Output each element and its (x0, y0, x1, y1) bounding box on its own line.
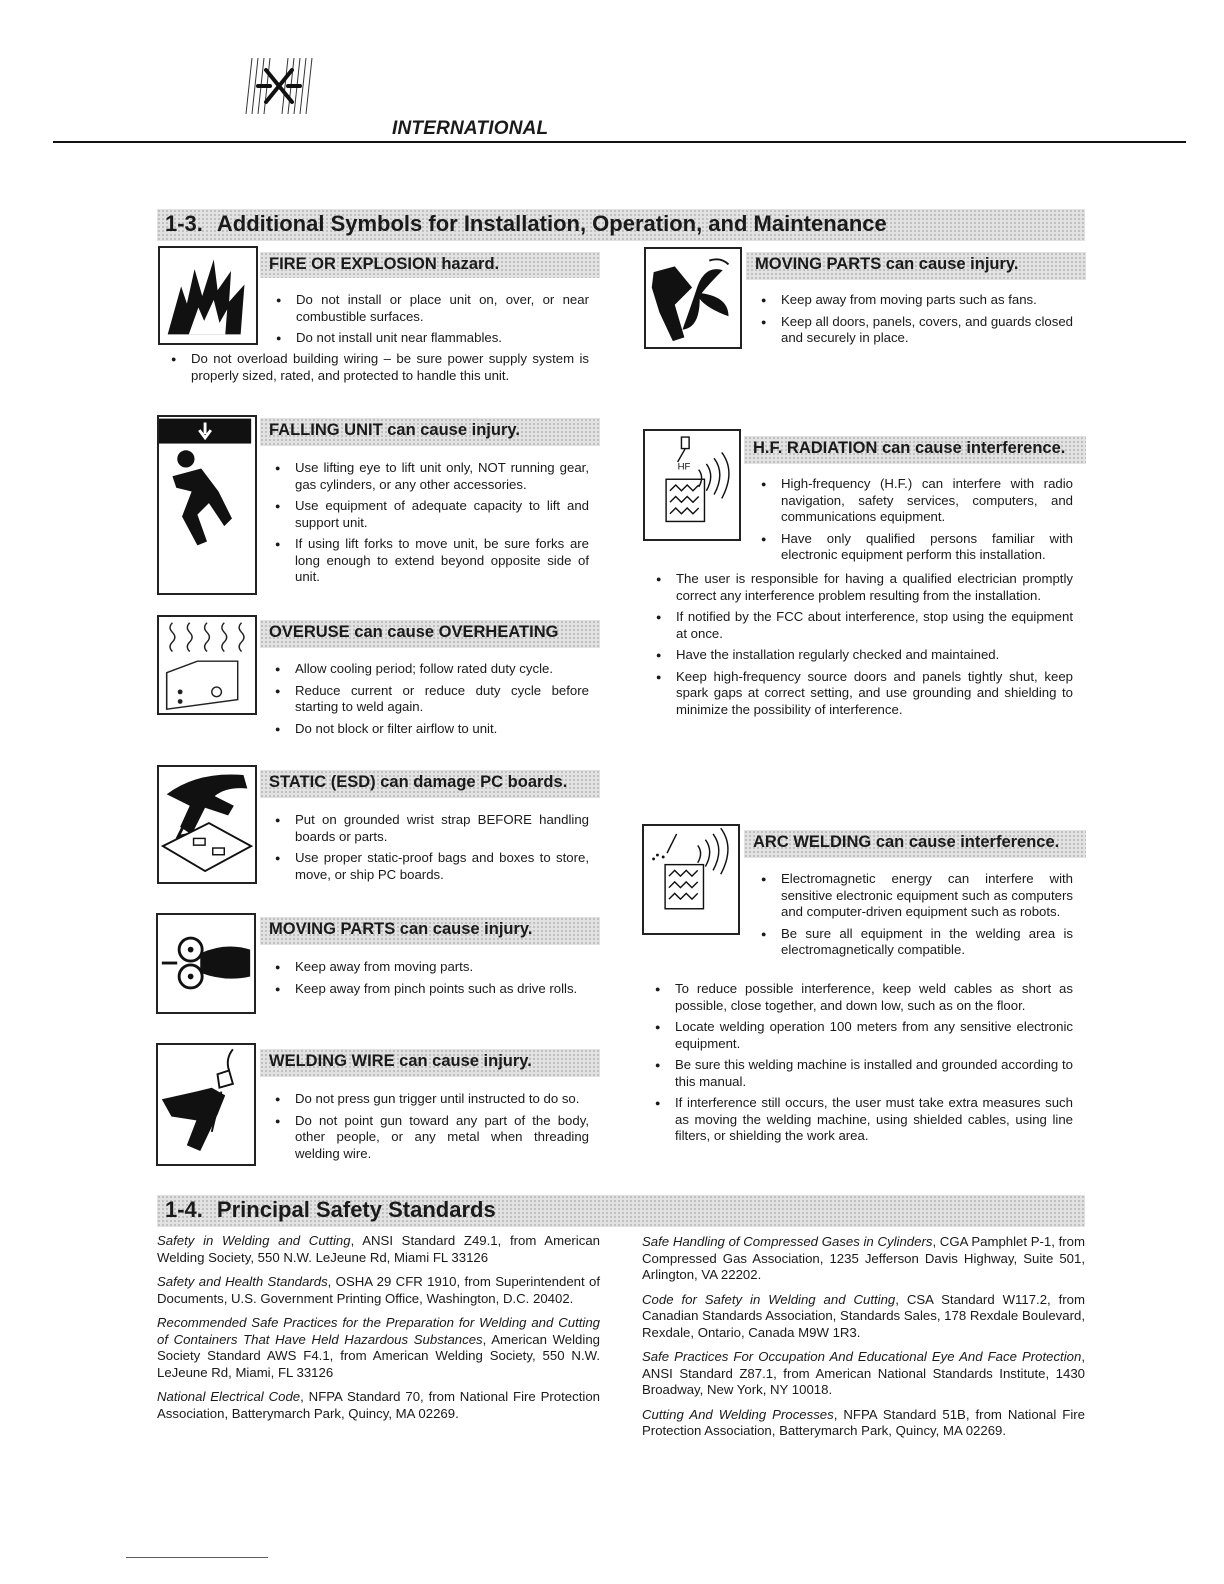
list-item: ● The user is responsible for having a qualified electrician promptly correct any interference problem resulting from the installation. (656, 571, 1073, 604)
standard-entry (157, 1389, 600, 1422)
logo-mark-icon (244, 56, 314, 116)
list-item: ● Be sure all equipment in the welding area is electromagnetically compatible. (761, 926, 1073, 959)
list-item: ● Have the installation regularly checked and maintained. (656, 647, 1073, 664)
standard-details: , CGA Pamphlet P-1, from Compressed Gas Association, 1235 Jefferson Davis Highway, Suite 501, Arlington, VA 22202. (642, 1234, 1085, 1282)
fire-hazard-extra-list (171, 351, 589, 389)
list-item: ● Keep away from pinch points such as drive rolls. (275, 981, 589, 998)
hf-label: HF (677, 461, 691, 473)
standard-entry (157, 1274, 600, 1307)
header-rule (53, 141, 1186, 143)
list-item: ● Use equipment of adequate capacity to lift and support unit. (275, 498, 589, 531)
standard-title: Safe Practices For Occupation And Educational Eye And Face Protection (642, 1349, 1082, 1364)
moving-parts-left-list (275, 959, 589, 1002)
list-item: ● Do not press gun trigger until instructed to do so. (275, 1091, 589, 1108)
list-item: ● Do not overload building wiring – be sure power supply system is properly sized, rated, and protected to handle this unit. (171, 351, 589, 384)
falling-unit-title: FALLING UNIT can cause injury. (260, 418, 600, 446)
standard-title: Cutting And Welding Processes (642, 1406, 834, 1422)
list-item: ● Have only qualified persons familiar with electronic equipment perform this installation. (761, 531, 1073, 564)
standard-details: , NFPA Standard 51B, from National Fire Protection Association, Batterymarch Park, Quincy, MA 02269. (642, 1406, 1085, 1438)
standard-details: , ANSI Standard Z49.1, from American Welding Society, 550 N.W. LeJeune Rd, Miami FL 33126 (157, 1233, 600, 1265)
list-item: ● Reduce current or reduce duty cycle before starting to weld again. (275, 683, 589, 716)
overheating-icon (157, 615, 257, 715)
list-item: ● Put on grounded wrist strap BEFORE handling boards or parts. (275, 812, 589, 845)
welding-wire-title: WELDING WIRE can cause injury. (260, 1049, 600, 1077)
hf-radiation-extra-list (656, 571, 1073, 723)
fire-hazard-icon (158, 246, 258, 345)
list-item: ● High-frequency (H.F.) can interfere with radio navigation, safety services, computers, and communications equipment. (761, 476, 1073, 526)
falling-unit-icon (157, 415, 257, 595)
welding-wire-icon (156, 1043, 256, 1166)
list-item: ● Use proper static-proof bags and boxes to store, move, or ship PC boards. (275, 850, 589, 883)
list-item: ● Do not point gun toward any part of the body, other people, or any metal when threading welding wire. (275, 1113, 589, 1163)
hf-radiation-title: H.F. RADIATION can cause interference. (744, 436, 1086, 464)
standard-title: Code for Safety in Welding and Cutting (642, 1291, 896, 1307)
section-title-text: Principal Safety Standards (216, 1197, 496, 1222)
standard-details: , NFPA Standard 70, from National Fire Protection Association, Batterymarch Park, Quincy, MA 02269. (157, 1389, 600, 1421)
falling-unit-list (275, 460, 589, 591)
standard-entry (157, 1233, 600, 1266)
standard-entry (642, 1349, 1085, 1399)
section-title-text: Additional Symbols for Installation, Operation, and Maintenance (216, 211, 887, 236)
list-item: ● Keep all doors, panels, covers, and guards closed and securely in place. (761, 314, 1073, 347)
list-item: ● Locate welding operation 100 meters from any sensitive electronic equipment. (655, 1019, 1073, 1052)
list-item: ● Keep away from moving parts such as fans. (761, 292, 1073, 309)
standards-right-column (642, 1234, 1085, 1448)
list-item: ● If using lift forks to move unit, be sure forks are long enough to extend beyond opposite side of unit. (275, 536, 589, 586)
arc-welding-extra-list (655, 981, 1073, 1150)
list-item: ● Electromagnetic energy can interfere with sensitive electronic equipment such as computers and computer-driven equipment such as robots. (761, 871, 1073, 921)
list-item: ● Be sure this welding machine is installed and grounded according to this manual. (655, 1057, 1073, 1090)
list-item: ● To reduce possible interference, keep weld cables as short as possible, close together, and down low, such as on the floor. (655, 981, 1073, 1014)
arc-welding-interference-icon (642, 824, 740, 935)
section-number: 1-3. (165, 211, 203, 236)
drive-rolls-icon (156, 913, 256, 1014)
list-item: ● Allow cooling period; follow rated duty cycle. (275, 661, 589, 678)
list-item: ● Do not block or filter airflow to unit. (275, 721, 589, 738)
moving-parts-left-title: MOVING PARTS can cause injury. (260, 917, 600, 945)
static-esd-title: STATIC (ESD) can damage PC boards. (260, 770, 600, 798)
fan-hazard-icon (644, 247, 742, 349)
list-item: ● Do not install or place unit on, over, or near combustible surfaces. (276, 292, 589, 325)
hf-radiation-list (761, 476, 1073, 569)
brand-name: INTERNATIONAL (392, 118, 549, 139)
overheating-list (275, 661, 589, 742)
list-item: ● Keep away from moving parts. (275, 959, 589, 976)
list-item: ● If notified by the FCC about interference, stop using the equipment at once. (656, 609, 1073, 642)
standard-entry (642, 1292, 1085, 1342)
standard-details: , ANSI Standard Z87.1, from American National Standards Institute, 1430 Broadway, New York, NY 10018. (642, 1349, 1085, 1397)
fire-hazard-title: FIRE OR EXPLOSION hazard. (260, 252, 600, 278)
list-item: ● Do not install unit near flammables. (276, 330, 589, 347)
list-item: ● Keep high-frequency source doors and panels tightly shut, keep spark gaps at correct setting, and use grounding and shielding to minimize the possibility of interference. (656, 669, 1073, 719)
standard-title: Safe Handling of Compressed Gases in Cylinders (642, 1234, 933, 1249)
section-1-3-title (157, 209, 1085, 241)
standard-details: , OSHA 29 CFR 1910, from Superintendent of Documents, U.S. Government Printing Office, Washington, D.C. 20402. (157, 1274, 600, 1306)
standard-entry (642, 1407, 1085, 1440)
section-number: 1-4. (165, 1197, 203, 1222)
hf-radiation-icon (643, 429, 741, 541)
footer-rule (126, 1557, 268, 1558)
section-1-4-title (157, 1195, 1085, 1227)
standard-title: National Electrical Code (157, 1389, 301, 1404)
standard-details: , CSA Standard W117.2, from Canadian Standards Association, Standards Sales, 178 Rexdale Boulevard, Rexdale, Ontario, Canada M9W 1R3. (642, 1291, 1085, 1340)
standard-entry (157, 1315, 600, 1381)
standard-details: , American Welding Society Standard AWS F4.1, from American Welding Society, 550 N.W. LeJeune Rd, Miami, FL 33126 (157, 1331, 600, 1380)
company-logo (244, 56, 314, 116)
standard-title: Safety in Welding and Cutting (157, 1233, 351, 1248)
arc-welding-list (761, 871, 1073, 964)
moving-parts-right-list (761, 292, 1073, 352)
moving-parts-right-title: MOVING PARTS can cause injury. (746, 252, 1086, 280)
standard-title: Safety and Health Standards (157, 1274, 328, 1289)
welding-wire-list (275, 1091, 589, 1167)
list-item: ● Use lifting eye to lift unit only, NOT running gear, gas cylinders, or any other accessories. (275, 460, 589, 493)
arc-welding-title: ARC WELDING can cause interference. (744, 830, 1086, 858)
static-esd-icon (157, 765, 257, 884)
standard-entry (642, 1234, 1085, 1284)
standards-left-column (157, 1233, 600, 1430)
fire-hazard-list (276, 292, 589, 352)
static-esd-list (275, 812, 589, 888)
standard-title: Recommended Safe Practices for the Preparation for Welding and Cutting of Containers That Have Held Hazardous Substances (157, 1315, 600, 1347)
list-item: ● If interference still occurs, the user must take extra measures such as moving the welding machine, using shielded cables, using line filters, or shielding the work area. (655, 1095, 1073, 1145)
overheating-title: OVERUSE can cause OVERHEATING (260, 620, 600, 648)
